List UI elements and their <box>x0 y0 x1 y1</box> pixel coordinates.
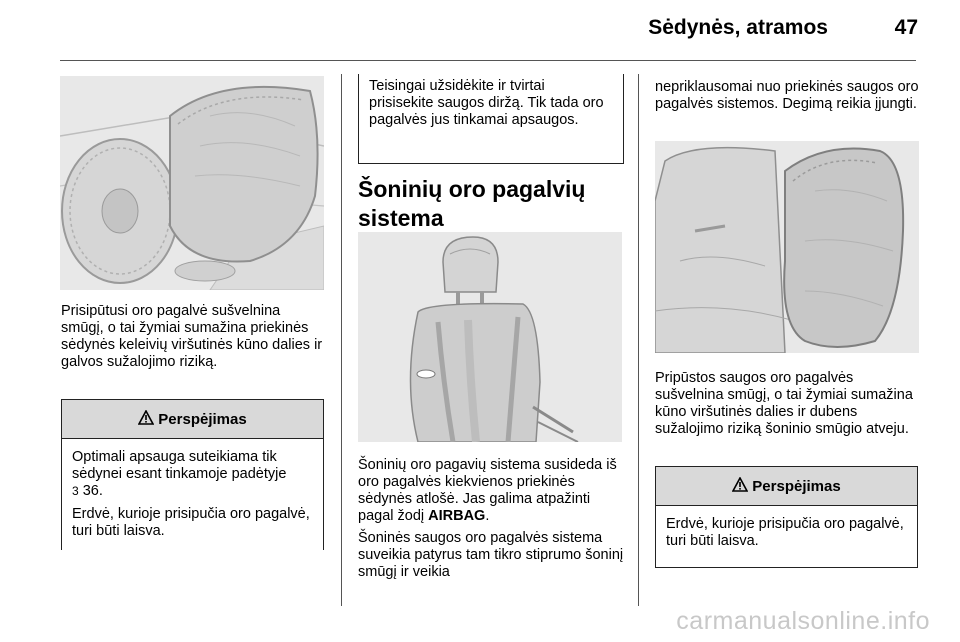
warning-triangle-icon <box>732 477 748 496</box>
steering-wheel-airbag-icon <box>60 76 324 290</box>
col2-text <box>358 457 626 586</box>
warning-triangle-icon <box>138 410 154 429</box>
steering-wheel-airbag-illustration <box>60 76 324 290</box>
page-number: 47 <box>894 16 918 39</box>
col3-warning-title: Perspėjimas <box>752 477 841 495</box>
col3-warning-box <box>655 466 918 568</box>
page-reference-icon: 3 <box>72 484 79 498</box>
inflated-side-airbag-icon <box>655 141 919 353</box>
col1-warning-p1 <box>72 449 313 500</box>
airbag-keyword: AIRBAG <box>428 508 486 524</box>
col3-p1: nepriklausomai nuo priekinės saugos oro pagalvės sistemos. Degimą reikia įjungti. <box>655 79 919 112</box>
watermark: carmanualsonline.info <box>676 607 930 635</box>
col1-warning-title: Perspėjimas <box>158 410 247 428</box>
col3-warning-p1: Erdvė, kurioje prisipučia oro pagalvė, turi būti laisva. <box>666 516 904 549</box>
col3-warning-header <box>656 467 917 506</box>
col3-caption <box>655 370 923 443</box>
header-divider <box>60 60 916 61</box>
col3-caption-text: Pripūstos saugos oro pagalvės sušvelnina smūgį, o tai žymiai sumažina kūno viršutinės dalies ir dubens sužalojimo riziką šoninio smūgio atveju. <box>655 370 913 437</box>
col1-warning-header <box>62 400 323 439</box>
col2-seatbelt-box <box>358 74 624 164</box>
column-divider-1 <box>341 74 342 606</box>
inflated-side-airbag-illustration <box>655 141 919 353</box>
col1-caption <box>61 303 325 376</box>
col2-p1-after: . <box>485 508 490 524</box>
col3-intro <box>655 79 923 118</box>
section-heading: Šoninių oro pagalvių sistema <box>358 176 586 231</box>
col2-box-body <box>359 74 623 145</box>
col2-p2: Šoninės saugos oro pagalvės sistema suveikia patyrus tam tikro stiprumo šoninį smūgį ir veikia <box>358 530 624 580</box>
seat-side-airbag-illustration <box>358 232 622 442</box>
col2-p1-before: Šoninių oro pagavių sistema susideda iš oro pagalvės kiekvienos priekinės sėdynės atlošė. Jas galima atpažinti pagal žodį <box>358 457 617 524</box>
col1-warning-p2: Erdvė, kurioje prisipučia oro pagalvė, turi būti laisva. <box>72 506 310 539</box>
col3-warning-body <box>656 506 917 564</box>
seat-side-airbag-icon <box>358 232 622 442</box>
col1-warning-p1-text: Optimali apsauga suteikiama tik sėdynei esant tinkamoje padėtyje <box>72 449 287 482</box>
col1-warning-body <box>62 439 323 554</box>
col1-warning-box <box>61 399 324 550</box>
col1-caption-text: Prisipūtusi oro pagalvė sušvelnina smūgį, o tai žymiai sumažina priekinės sėdynės keleivių viršutinės kūno dalies ir galvos sužalojimo riziką. <box>61 303 323 370</box>
column-divider-2 <box>638 74 639 606</box>
col2-p1 <box>358 457 626 525</box>
page-header-title: Sėdynės, atramos <box>648 16 828 39</box>
col2-box-text: Teisingai užsidėkite ir tvirtai prisisekite saugos diržą. Tik tada oro pagalvės jus tinkamai apsaugos. <box>369 78 604 128</box>
page-reference-link[interactable]: 36. <box>82 483 103 499</box>
